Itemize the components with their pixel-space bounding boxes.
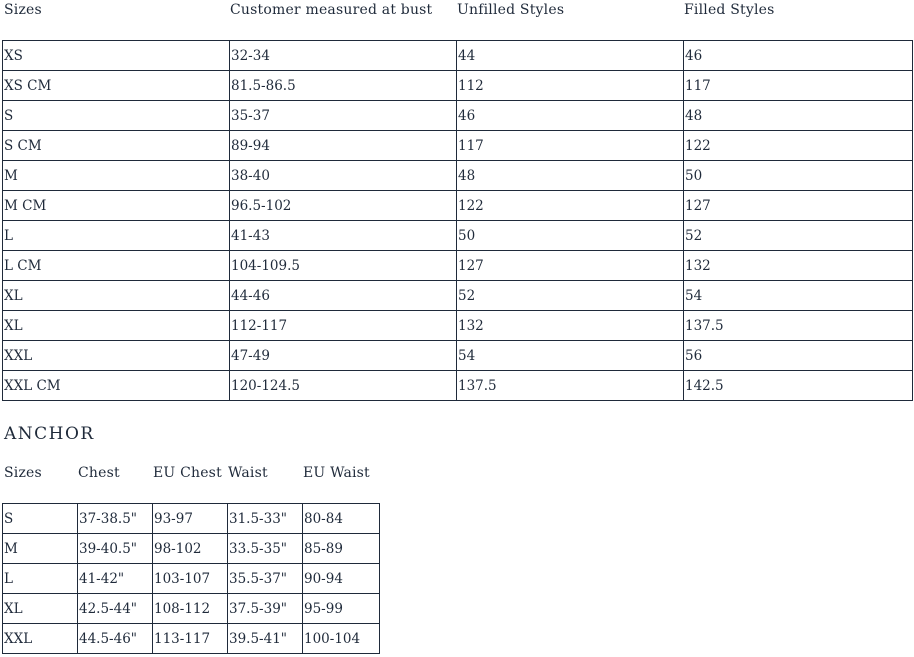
t1-cell: 52 (457, 281, 684, 311)
t1-cell: S CM (3, 131, 230, 161)
t1-cell: 112 (457, 71, 684, 101)
t1-cell: 122 (457, 191, 684, 221)
t1-row (3, 371, 913, 401)
t2-cell: XXL (3, 624, 78, 654)
t1-cell: 137.5 (457, 371, 684, 401)
t2-row (3, 504, 380, 534)
t1-cell: 132 (457, 311, 684, 341)
t1-header-filled: Filled Styles (684, 2, 775, 18)
t1-header-unfilled: Unfilled Styles (457, 2, 565, 18)
t1-header-sizes: Sizes (4, 2, 42, 18)
t1-cell: 48 (684, 101, 913, 131)
t1-cell: 137.5 (684, 311, 913, 341)
t1-cell: 46 (457, 101, 684, 131)
t2-cell: 93-97 (153, 504, 228, 534)
t1-cell: 52 (684, 221, 913, 251)
t2-cell: XL (3, 594, 78, 624)
size-table-anchor (2, 503, 380, 654)
t2-header-eu-waist: EU Waist (303, 465, 370, 481)
t1-cell: L CM (3, 251, 230, 281)
t2-cell: 95-99 (303, 594, 380, 624)
t1-cell: 47-49 (230, 341, 457, 371)
t1-cell: 50 (684, 161, 913, 191)
t1-cell: 54 (457, 341, 684, 371)
t2-cell: 42.5-44" (78, 594, 153, 624)
t1-cell: 48 (457, 161, 684, 191)
t1-cell: XS (3, 41, 230, 71)
t2-header-waist: Waist (228, 465, 268, 481)
t1-cell: 117 (457, 131, 684, 161)
t2-cell: 39.5-41" (228, 624, 303, 654)
t2-cell: 39-40.5" (78, 534, 153, 564)
t1-cell: XS CM (3, 71, 230, 101)
t1-cell: 112-117 (230, 311, 457, 341)
t1-cell: 32-34 (230, 41, 457, 71)
t1-cell: 122 (684, 131, 913, 161)
t1-row (3, 101, 913, 131)
t2-row (3, 564, 380, 594)
t1-cell: 127 (457, 251, 684, 281)
t1-row (3, 341, 913, 371)
t1-cell: 56 (684, 341, 913, 371)
t2-cell: 108-112 (153, 594, 228, 624)
t1-cell: 96.5-102 (230, 191, 457, 221)
t2-row (3, 624, 380, 654)
t2-cell: 90-94 (303, 564, 380, 594)
t2-cell: 100-104 (303, 624, 380, 654)
t1-cell: 35-37 (230, 101, 457, 131)
t1-cell: 104-109.5 (230, 251, 457, 281)
t1-cell: M (3, 161, 230, 191)
t1-row (3, 281, 913, 311)
t2-cell: 103-107 (153, 564, 228, 594)
t2-cell: 35.5-37" (228, 564, 303, 594)
t1-row (3, 41, 913, 71)
t1-cell: 120-124.5 (230, 371, 457, 401)
t2-cell: 85-89 (303, 534, 380, 564)
t1-cell: XXL CM (3, 371, 230, 401)
t2-cell: 44.5-46" (78, 624, 153, 654)
t1-row (3, 161, 913, 191)
t1-header-bust: Customer measured at bust (230, 2, 433, 18)
t1-cell: 38-40 (230, 161, 457, 191)
t2-header-sizes: Sizes (4, 465, 42, 481)
t2-cell: S (3, 504, 78, 534)
t1-cell: 142.5 (684, 371, 913, 401)
t1-cell: 46 (684, 41, 913, 71)
t1-cell: 127 (684, 191, 913, 221)
size-table-bra (2, 40, 913, 401)
t1-row (3, 221, 913, 251)
t1-cell: 44-46 (230, 281, 457, 311)
section-title-anchor: ANCHOR (4, 424, 95, 444)
t2-row (3, 594, 380, 624)
t2-cell: 41-42" (78, 564, 153, 594)
t1-cell: 132 (684, 251, 913, 281)
t1-cell: 44 (457, 41, 684, 71)
t1-cell: 54 (684, 281, 913, 311)
t1-cell: M CM (3, 191, 230, 221)
t2-cell: 113-117 (153, 624, 228, 654)
t2-cell: 98-102 (153, 534, 228, 564)
t1-cell: 117 (684, 71, 913, 101)
t1-cell: L (3, 221, 230, 251)
t2-header-eu-chest: EU Chest (153, 465, 222, 481)
t1-row (3, 191, 913, 221)
t1-cell: XL (3, 281, 230, 311)
t1-cell: XXL (3, 341, 230, 371)
t2-cell: 37-38.5" (78, 504, 153, 534)
t1-row (3, 71, 913, 101)
t2-cell: 31.5-33" (228, 504, 303, 534)
t2-cell: M (3, 534, 78, 564)
t1-cell: XL (3, 311, 230, 341)
t2-cell: 33.5-35" (228, 534, 303, 564)
t1-cell: S (3, 101, 230, 131)
t1-cell: 41-43 (230, 221, 457, 251)
t2-cell: 80-84 (303, 504, 380, 534)
t1-row (3, 131, 913, 161)
t1-cell: 50 (457, 221, 684, 251)
t1-row (3, 251, 913, 281)
t1-cell: 81.5-86.5 (230, 71, 457, 101)
t2-header-chest: Chest (78, 465, 120, 481)
t1-row (3, 311, 913, 341)
t2-cell: 37.5-39" (228, 594, 303, 624)
t1-cell: 89-94 (230, 131, 457, 161)
t2-row (3, 534, 380, 564)
t2-cell: L (3, 564, 78, 594)
